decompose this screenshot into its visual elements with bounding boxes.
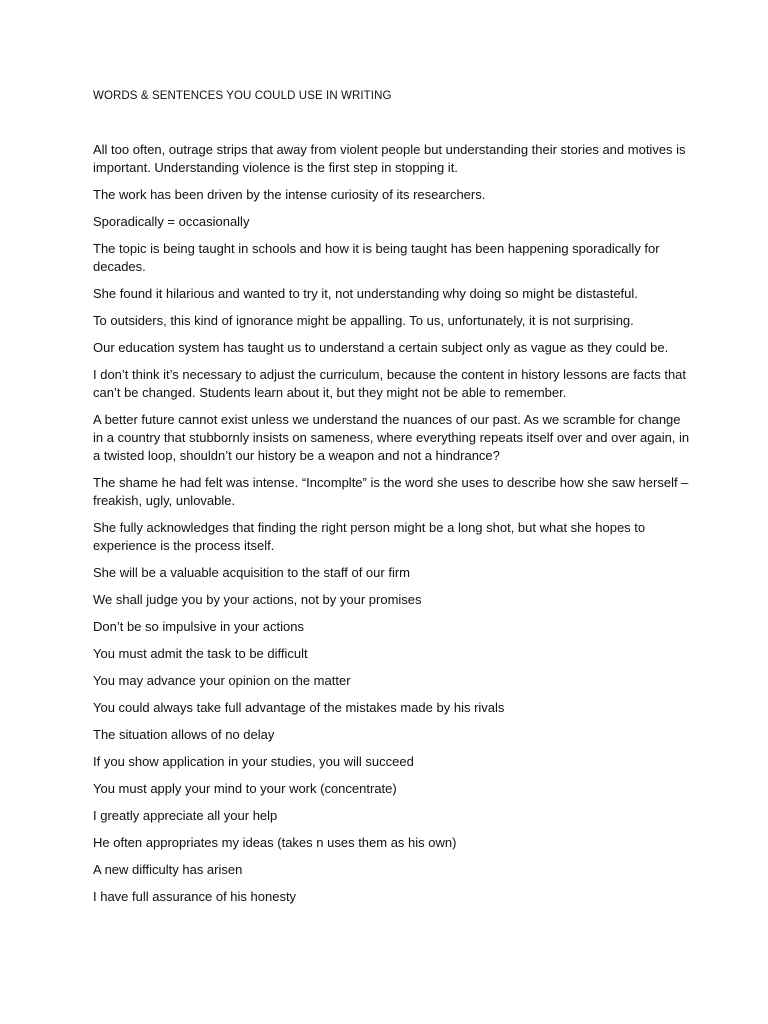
paragraph-sporadically-definition: Sporadically = occasionally (93, 214, 250, 229)
paragraph-shame: The shame he had felt was intense. “Incomplte” is the word she uses to describe how she saw herself – freakish, ugly, unlovable. (93, 475, 689, 508)
paragraph-outrage: All too often, outrage strips that away from violent people but understanding their stories and motives is important. Understanding violence is the first step in stopping it. (93, 142, 686, 175)
sentence-apply: You must apply your mind to your work (concentrate) (93, 781, 397, 796)
sentence-admit: You must admit the task to be difficult (93, 646, 308, 661)
sentence-allows: The situation allows of no delay (93, 727, 275, 742)
paragraph-education-system: Our education system has taught us to understand a certain subject only as vague as they could be. (93, 340, 669, 355)
paragraph-work-driven: The work has been driven by the intense curiosity of its researchers. (93, 187, 486, 202)
sentence-actions: We shall judge you by your actions, not by your promises (93, 592, 422, 607)
sentence-application: If you show application in your studies, you will succeed (93, 754, 414, 769)
sentence-advantage: You could always take full advantage of the mistakes made by his rivals (93, 700, 505, 715)
paragraph-better-future: A better future cannot exist unless we understand the nuances of our past. As we scramble for change in a country that stubbornly insists on sameness, where everything repeats itself over and over again, in a twisted loop, shouldn’t our history be a weapon and not a hindrance? (93, 412, 690, 463)
paragraph-outsiders: To outsiders, this kind of ignorance might be appalling. To us, unfortunately, it is not surprising. (93, 313, 634, 328)
paragraph-topic-taught: The topic is being taught in schools and how it is being taught has been happening sporadically for decades. (93, 241, 660, 274)
sentence-appropriates: He often appropriates my ideas (takes n uses them as his own) (93, 835, 457, 850)
sentence-impulsive: Don’t be so impulsive in your actions (93, 619, 304, 634)
paragraph-hilarious: She found it hilarious and wanted to try it, not understanding why doing so might be distasteful. (93, 286, 638, 301)
document-body (93, 141, 693, 915)
paragraph-curriculum: I don’t think it’s necessary to adjust the curriculum, because the content in history lessons are facts that can’t be changed. Students learn about it, but they might not be able to remember. (93, 367, 687, 400)
paragraph-acknowledges: She fully acknowledges that finding the right person might be a long shot, but what she hopes to experience is the process itself. (93, 520, 646, 553)
sentence-assurance: I have full assurance of his honesty (93, 889, 297, 904)
sentence-advance: You may advance your opinion on the matter (93, 673, 351, 688)
document-title: WORDS & SENTENCES YOU COULD USE IN WRITING (93, 90, 392, 102)
sentence-appreciate: I greatly appreciate all your help (93, 808, 278, 823)
sentence-arisen: A new difficulty has arisen (93, 862, 243, 877)
sentence-acquisition: She will be a valuable acquisition to the staff of our firm (93, 565, 410, 580)
